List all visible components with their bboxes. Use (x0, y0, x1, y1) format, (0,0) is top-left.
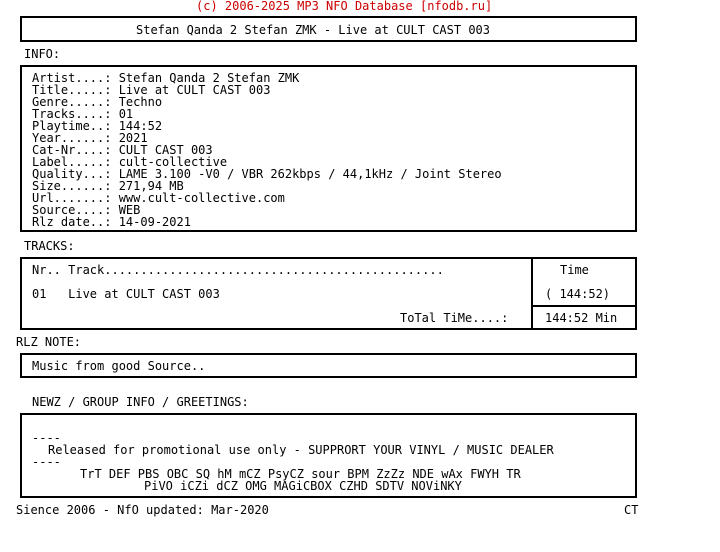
info-genre: Genre.....: Techno (32, 95, 163, 109)
track-row-line: 01 Live at CULT CAST 003 (32, 287, 220, 301)
track-row-time: ( 144:52) (545, 287, 611, 301)
info-url[interactable]: Url.......: www.cult-collective.com (32, 191, 285, 205)
rlz-note-text: Music from good Source.. (32, 359, 206, 373)
newz-separator-bottom: ---- (32, 455, 61, 469)
greetings-line-1: TrT DEF PBS OBC SQ hM mCZ PsyCZ sour BPM ZzZz NDE wAx FWYH TR (80, 467, 521, 481)
footer-signature: CT (624, 503, 639, 517)
info-tracks: Tracks....: 01 (32, 107, 134, 121)
info-catnr: Cat-Nr....: CULT CAST 003 (32, 143, 213, 157)
tracks-time-header: Time (560, 263, 589, 277)
info-playtime: Playtime..: 144:52 (32, 119, 163, 133)
info-source: Source....: WEB (32, 203, 141, 217)
tracks-label: TRACKS: (24, 239, 75, 253)
newz-label: NEWZ / GROUP INFO / GREETINGS: (32, 395, 249, 409)
info-artist: Artist....: Stefan Qanda 2 Stefan ZMK (32, 71, 300, 85)
rlz-note-label: RLZ NOTE: (16, 335, 82, 349)
total-time-label: ToTal TiMe....: (400, 311, 509, 325)
info-rlz-date: Rlz date..: 14-09-2021 (32, 215, 191, 229)
greetings-line-2: PiVO iCZi dCZ OMG MAGiCBOX CZHD SDTV NOViNKY (144, 479, 462, 493)
newz-separator-top: ---- (32, 431, 61, 445)
footer-updated: Sience 2006 - NfO updated: Mar-2020 (16, 503, 269, 517)
site-header: (c) 2006-2025 MP3 NFO Database [nfodb.ru] (196, 0, 493, 13)
info-label: INFO: (24, 47, 61, 61)
newz-promo-line: Released for promotional use only - SUPPRORT YOUR VINYL / MUSIC DEALER (48, 443, 554, 457)
release-title: Stefan Qanda 2 Stefan ZMK - Live at CULT CAST 003 (136, 23, 491, 37)
info-size: Size......: 271,94 MB (32, 179, 184, 193)
info-title: Title.....: Live at CULT CAST 003 (32, 83, 271, 97)
tracks-total-divider (531, 305, 637, 307)
info-quality: Quality...: LAME 3.100 -V0 / VBR 262kbps / 44,1kHz / Joint Stereo (32, 167, 502, 181)
info-year: Year......: 2021 (32, 131, 148, 145)
tracks-header: Nr.. Track............................................... (32, 263, 444, 277)
info-label-value: Label.....: cult-collective (32, 155, 228, 169)
total-time-value: 144:52 Min (545, 311, 618, 325)
